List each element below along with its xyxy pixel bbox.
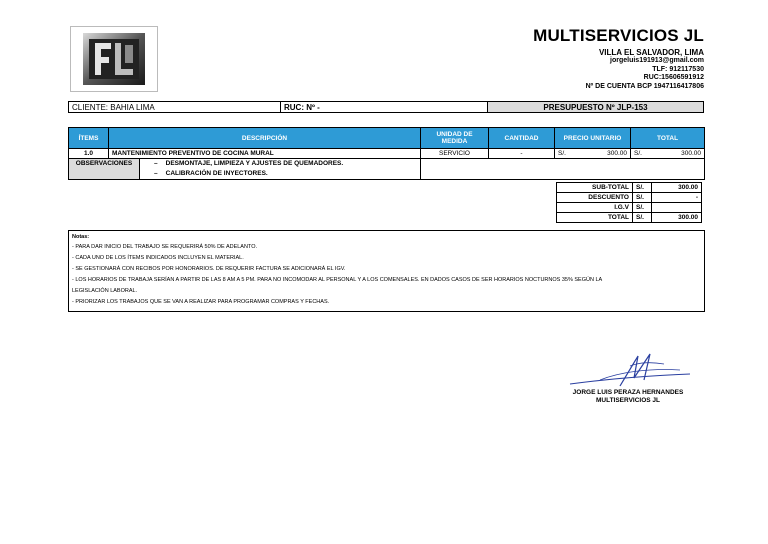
discount-label: DESCUENTO [557, 193, 633, 203]
total-currency: S/. [633, 213, 652, 223]
note-item: - PRIORIZAR LOS TRABAJOS QUE SE VAN A REALIZAR PARA PROGRAMAR COMPRAS Y FECHAS. [72, 299, 330, 305]
company-header [533, 26, 704, 91]
row-unit: SERVICIO [421, 149, 489, 159]
items-table [68, 127, 705, 180]
subtotal-value: 300.00 [652, 183, 702, 193]
note-item: - LOS HORARIOS DE TRABAJA SERÍAN A PARTIR DE LAS 8 AM A 5 PM. PARA NO INCOMODAR AL PERSONAL Y A LOS COMENSALES. EN DADOS CASOS DE SER HORARIOS NOCTURNOS 35% SEGÚN LA [72, 277, 603, 283]
observation-item: – CALIBRACIÓN DE INYECTORES. [154, 170, 268, 177]
company-name: MULTISERVICIOS JL [533, 26, 704, 45]
igv-currency: S/. [633, 203, 652, 213]
header-unit: UNIDAD DE MEDIDA [421, 128, 489, 149]
observations-label: OBSERVACIONES [69, 159, 140, 179]
client-ruc: RUC: Nº - [281, 102, 488, 113]
subtotal-label: SUB-TOTAL [557, 183, 633, 193]
igv-value [652, 203, 702, 213]
company-email: jorgeluis191913@gmail.com [610, 57, 704, 64]
totals-table [556, 182, 702, 223]
total-row [557, 213, 702, 223]
signer-name: JORGE LUIS PERAZA HERNANDES [572, 389, 684, 396]
company-address: VILLA EL SALVADOR, LIMA [598, 48, 704, 57]
notes-title: Notas: [72, 234, 90, 240]
observations-row-1 [69, 159, 705, 170]
discount-value: - [652, 193, 702, 203]
header-unit-price: PRECIO UNITARIO [555, 128, 631, 149]
igv-row [557, 203, 702, 213]
row-price: 300.00 [575, 149, 631, 159]
row-total-currency: S/. [631, 149, 649, 159]
row-total: 300.00 [649, 149, 705, 159]
observation-item: – DESMONTAJE, LIMPIEZA Y AJUSTES DE QUEMADORES. [154, 160, 344, 167]
client-table [68, 101, 704, 113]
note-item: - PARA DAR INICIO DEL TRABAJO SE REQUERIRÁ 50% DE ADELANTO. [72, 244, 258, 250]
discount-row [557, 193, 702, 203]
notes-box [68, 230, 705, 312]
signature-icon [560, 350, 700, 390]
signer-company: MULTISERVICIOS JL [595, 397, 661, 404]
table-header-row [69, 128, 705, 149]
note-item: - SE GESTIONARÁ CON RECIBOS POR HONORARIOS. DE REQUERIR FACTURA SE ADICIONARÁ EL IGV. [72, 266, 346, 272]
logo-icon [71, 27, 157, 91]
row-price-currency: S/. [555, 149, 575, 159]
row-item: 1.0 [69, 149, 109, 159]
note-item: - CADA UNO DE LOS ÍTEMS INDICADOS INCLUYEN EL MATERIAL. [72, 255, 244, 261]
total-label: TOTAL [557, 213, 633, 223]
client-label: CLIENTE: BAHIA LIMA [69, 102, 281, 113]
quote-number: PRESUPUESTO Nº JLP-153 [488, 102, 704, 113]
company-account: Nº DE CUENTA BCP 1947116417806 [585, 82, 704, 90]
row-quantity: - [489, 149, 555, 159]
header-total: TOTAL [631, 128, 705, 149]
discount-currency: S/. [633, 193, 652, 203]
subtotal-currency: S/. [633, 183, 652, 193]
company-ruc: RUC:15606591912 [643, 74, 704, 81]
signature-block [548, 389, 708, 405]
company-logo [70, 26, 158, 92]
total-value: 300.00 [652, 213, 702, 223]
header-description: DESCRIPCIÓN [109, 128, 421, 149]
subtotal-row [557, 183, 702, 193]
note-item: LEGISLACIÓN LABORAL. [72, 288, 138, 294]
row-description: MANTENIMIENTO PREVENTIVO DE COCINA MURAL [109, 149, 421, 159]
header-item: ÍTEMS [69, 128, 109, 149]
table-row [69, 149, 705, 159]
company-phone: TLF: 912117530 [652, 65, 704, 73]
signature-scribble [560, 350, 700, 390]
igv-label: I.G.V [557, 203, 633, 213]
header-quantity: CANTIDAD [489, 128, 555, 149]
